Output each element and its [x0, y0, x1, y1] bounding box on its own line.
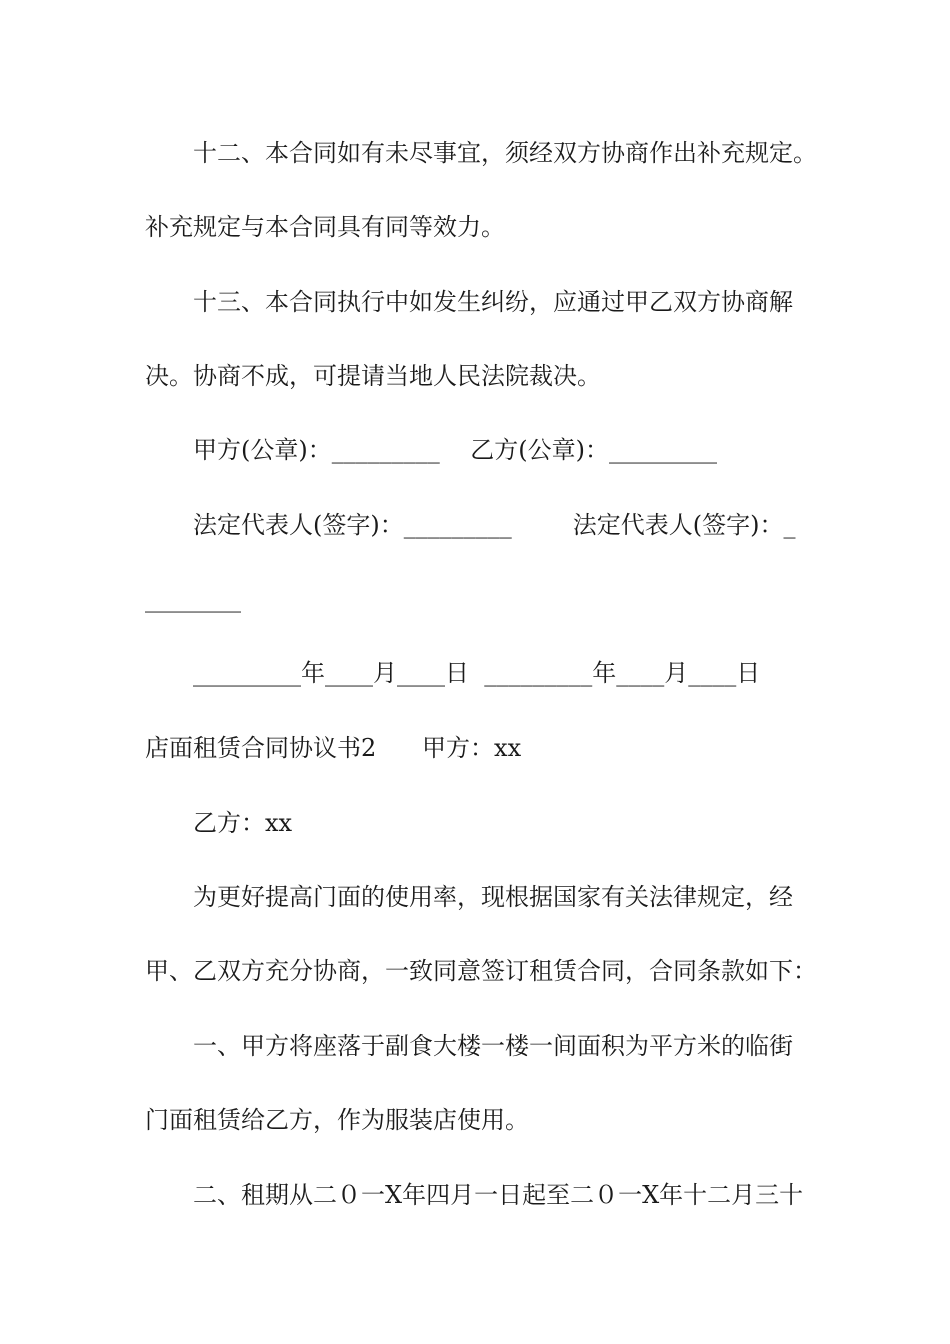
legal-representative-line: 法定代表人(签字)：_________ 法定代表人(签字)：_: [193, 511, 796, 539]
date-line: _________年____月____日 _________年____月____日: [193, 659, 761, 687]
preamble-line-2: 甲、乙双方充分协商，一致同意签订租赁合同，合同条款如下：: [145, 957, 817, 985]
clause-13-line-1: 十三、本合同执行中如发生纠纷，应通过甲乙双方协商解: [193, 288, 793, 316]
preamble-line-1: 为更好提高门面的使用率，现根据国家有关法律规定，经: [193, 883, 793, 911]
signature-blank-continuation: ________: [145, 585, 241, 613]
clause-1-line-1: 一、甲方将座落于副食大楼一楼一间面积为平方米的临街: [193, 1032, 793, 1060]
seal-line: 甲方(公章)：_________ 乙方(公章)：_________: [193, 436, 717, 464]
clause-13-line-2: 决。协商不成，可提请当地人民法院裁决。: [145, 362, 601, 390]
clause-12-line-2: 补充规定与本合同具有同等效力。: [145, 213, 505, 241]
clause-12-line-1: 十二、本合同如有未尽事宜，须经双方协商作出补充规定。: [193, 139, 817, 167]
clause-1-line-2: 门面租赁给乙方，作为服装店使用。: [145, 1106, 529, 1134]
party-b-line: 乙方：xx: [193, 809, 293, 837]
clause-2-line-1: 二、租期从二０一X年四月一日起至二０一X年十二月三十: [193, 1181, 804, 1209]
agreement-title-line: 店面租赁合同协议书2 甲方：xx: [145, 734, 522, 762]
